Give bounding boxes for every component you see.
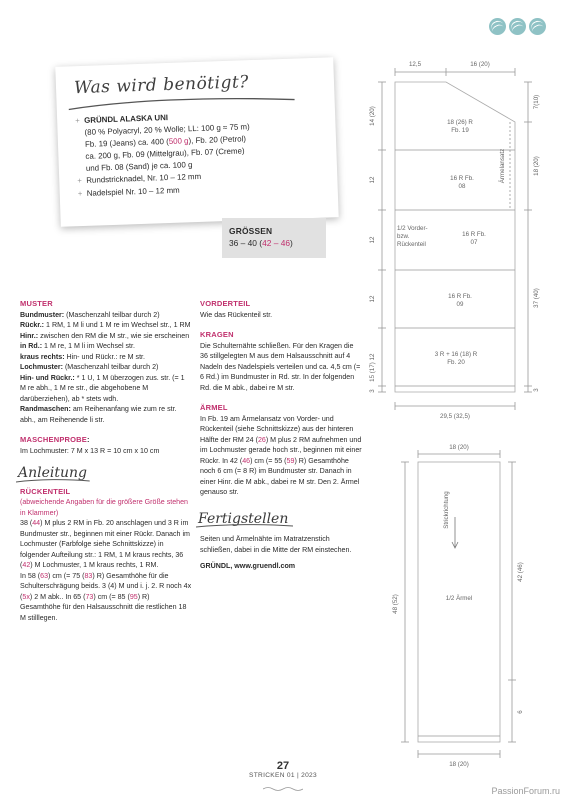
materials-card [55,57,338,227]
diagrams [360,52,560,772]
stripe1-a: 18 (26) R [447,119,473,126]
yarn-icons [489,18,546,35]
dim-right-1: 7(10) [533,94,540,110]
stripe3-a: 16 R Fb. [462,231,486,238]
sleeve-diagram [401,450,516,758]
dim-right-3: 37 (40) [533,288,540,308]
fertigstellen-text: Seiten und Ärmelnähte im Matratzenstich schließen, dabei in die Mitte der RM einstechen. [200,535,352,554]
sizes-box [222,218,326,258]
muster-item: Hin- und Rückr.: * 1 U, 1 M überzogen zus. str. (= 1 M re abh., 1 M re str., die abgehobene M darüberziehen), ab * stets wdh. [20,373,185,403]
sleeve-right-label-1: 42 (46) [517,562,524,582]
stripe4-b: 09 [456,301,464,308]
stripe5-b: Fb. 20 [447,359,465,366]
materials-list: + GRÜNDL ALASKA UNI (80 % Polyacryl, 20 % Wolle; LL: 100 g ≈ 75 m) Fb. 19 (Jeans) ca. 400 (500 g), Fb. 20 (Petrol) ca. 200 g, Fb. 09 (Mittelgrau), Fb. 07 (Creme) und Fb. 08 (Sand) je ca. 100 g + Rundstricknadel, Nr. 10 – 12 mm + Nadelspiel Nr. 10 – 12 mm [75,107,326,200]
dim-left-2: 12 [369,176,376,184]
muster-items [20,310,192,426]
muster-item: Bundmuster: (Maschenzahl teilbar durch 2) [20,310,160,319]
dim-bottom-label: 29,5 (32,5) [440,413,470,420]
needle-1: Rundstricknadel, Nr. 10 – 12 mm [86,172,202,186]
stripe4-a: 16 R Fb. [448,293,472,300]
aermel-text: In Fb. 19 am Ärmelansatz von Vorder- und Rückenteil (siehe Schnittskizze) aus der hinteren Hälfte der RM 24 (26) M plus 2 RM aufnehmen und im Lochmuster gerade hoch str., beginnen mit einer Rückr. In 42 (46) cm (= 55 (59) R) Gesamthöhe noch 6 cm (= 8 R) im Bundmuster str. Danach in einer Hinr. die M abk., dabei re M str. Den 2. Ärmel genauso str. [200,414,362,496]
vorderteil-text: Wie das Rückenteil str. [200,310,273,319]
footer [0,760,566,779]
dim-left-6: 15 (17) [369,362,376,382]
stripe1-b: Fb. 19 [451,127,469,134]
sleeve-labels [392,444,524,768]
anleitung-wrap [18,465,87,481]
yarn-colors-3: und Fb. 08 (Sand) je ca. 100 g [85,160,193,174]
yarn-ball-icon [489,18,506,35]
muster-item: Rückr.: 1 RM, 1 M li und 1 M re im Wechsel str., 1 RM [20,321,191,329]
yarn-name: GRÜNDL ALASKA UNI [84,112,169,125]
kragen-heading: KRAGEN [200,330,234,339]
yarn-colors-2: ca. 200 g, Fb. 09 (Mittelgrau), Fb. 07 (Creme) [85,146,245,162]
armelansatz-label: Ärmelansatz [499,148,506,184]
page-number: 27 [276,760,290,772]
rueckenteil-p1: 38 (44) M plus 2 RM in Fb. 20 anschlagen und 3 R im Bundmuster str., beginnen mit einer Rückr. Danach im Lochmuster (Farbfolge siehe Schnittskizze) in folgender Aufteilung str.: 1 RM, 1 M kraus rechts, 36 (42) M Lochmuster, 1 M kraus rechts, 1 RM. [20,519,190,569]
rueckenteil-note: (abweichende Angaben für die größere Größe stehen in Klammer) [20,498,188,517]
stripe2-a: 16 R Fb. [450,175,474,182]
middle-column [200,299,362,572]
sleeve-direction-label: Strickrichtung [443,491,450,529]
stripe3-left3: Rückenteil [397,241,426,248]
anleitung-underline [16,478,90,484]
left-column [20,299,192,623]
schematic-svg [360,52,560,772]
muster-item: Hinr.: zwischen den RM die M str., wie sie erscheinen [20,331,190,340]
dim-left-1: 14 (20) [369,106,376,126]
fertigstellen-wrap [198,510,289,527]
maschenprobe-heading: MASCHENPROBE: [20,435,90,444]
aermel-heading: ÄRMEL [200,403,228,412]
yarn-ball-icon [529,18,546,35]
dim-right-4: 3 [533,388,540,392]
sizes-value: 36 – 40 (42 – 46) [229,238,293,248]
rueckenteil-heading: RÜCKENTEIL [20,486,71,496]
dim-top-left: 12,5 [408,61,422,68]
stripe3-left1: 1/2 Vorder- [397,225,428,232]
fertigstellen-underline [196,523,293,529]
stripe5-a: 3 R + 16 (18) R [434,351,478,358]
rueckenteil-p2: In 58 (63) cm (= 75 (83) R) Gesamthöhe für die Schulterschrägung beids. 3 (4) M und i. j. 2. R noch 4x (5x) 2 M abk.. In 65 (73) cm (= 85 (95) R) Gesamthöhe für den Halsausschnitt die restlichen 18 M stilllegen. [20,571,192,622]
sleeve-top-label: 18 (20) [449,444,469,451]
sleeve-left-label: 48 (52) [392,594,399,614]
yarn-composition: (80 % Polyacryl, 20 % Wolle; LL: 100 g ≈ 75 m) [84,122,250,138]
dim-right-2: 18 (20) [533,156,540,176]
dim-left-4: 12 [369,295,376,303]
needle-2: Nadelspiel Nr. 10 – 12 mm [86,185,180,198]
dim-top-right: 16 (20) [470,61,490,68]
maschenprobe-text: Im Lochmuster: 7 M x 13 R = 10 cm x 10 cm [20,446,160,455]
dim-left-3: 12 [369,236,376,244]
muster-item: kraus rechts: Hin- und Rückr.: re M str. [20,352,145,361]
sleeve-half-label: 1/2 Ärmel [445,595,473,602]
yarn-colors-1: Fb. 19 (Jeans) ca. 400 (500 g), Fb. 20 (Petrol) [84,134,247,150]
watermark: PassionForum.ru [491,786,560,796]
kragen-text: Die Schulternähte schließen. Für den Kragen die 36 stillgelegten M aus dem Halsausschnitt auf 4 Nadeln des Nadelspiels verteilen und ca. 4,5 cm (= 6 Rd.) im Bundmuster in Rd. str. In der folgenden Rd. die M abk., dabei re M str. [200,341,361,392]
muster-item: Lochmuster: (Maschenzahl teilbar durch 2) [20,363,159,371]
materials-title: Was wird benötigt? [73,72,250,99]
sleeve-outline [418,462,500,742]
sizes-label: GRÖSSEN [229,226,273,236]
sleeve-bottom-label: 18 (20) [449,761,469,768]
brand-line: GRÜNDL, www.gruendl.com [200,562,296,570]
muster-item: Randmaschen: am Reihenanfang wie zum re str. abh., am Reihenende li str. [20,405,177,424]
magazine-line: STRICKEN 01 | 2023 [249,772,317,779]
stripe3-left2: bzw. [397,233,410,240]
sleeve-right-label-2: 6 [517,710,524,714]
muster-heading: MUSTER [20,299,53,308]
yarn-ball-icon [509,18,526,35]
stripe2-b: 08 [458,183,466,190]
muster-item: in Rd.: 1 M re, 1 M li im Wechsel str. [20,342,135,350]
dim-left-7: 3 [369,389,376,393]
footer-ornament [263,786,303,792]
fertigstellen-heading: Fertigstellen [198,510,289,527]
stripe3-b: 07 [470,239,478,246]
vorderteil-heading: VORDERTEIL [200,299,251,308]
anleitung-heading: Anleitung [18,465,87,481]
dim-left-5: 12 [369,353,376,361]
